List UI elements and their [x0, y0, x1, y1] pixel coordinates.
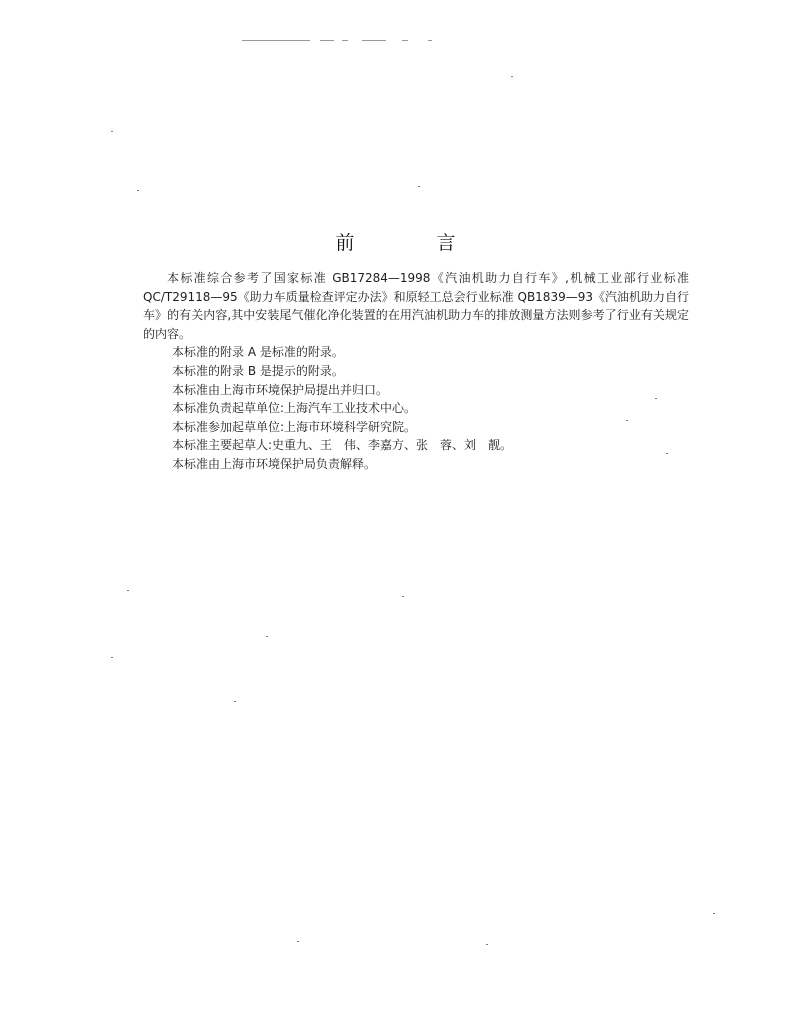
scan-speck	[626, 420, 628, 421]
scan-speck	[234, 701, 236, 702]
scan-speck	[111, 657, 113, 658]
scan-speck	[137, 190, 139, 191]
scan-speck	[402, 596, 404, 597]
scan-speck	[713, 913, 715, 914]
text-line-appendix-a: 本标准的附录 A 是标准的附录。	[172, 345, 344, 360]
scan-speck	[418, 186, 420, 187]
text-line-appendix-b: 本标准的附录 B 是提示的附录。	[172, 363, 344, 378]
text-line-main-drafters: 本标准主要起草人:史重九、王 伟、李嘉方、张 蓉、刘 靓。	[172, 438, 513, 453]
scan-speck	[297, 941, 299, 942]
text-line-participating-unit: 本标准参加起草单位:上海市环境科学研究院。	[172, 419, 417, 434]
text-line-proposer: 本标准由上海市环境保护局提出并归口。	[172, 382, 389, 397]
scan-speck	[486, 944, 488, 945]
text-line-interpretation: 本标准由上海市环境保护局负责解释。	[172, 456, 377, 471]
intro-paragraph: 本标准综合参考了国家标准 GB17284—1998《汽油机助力自行车》,机械工业部行业标准 QC/T29118—95《助力车质量检查评定办法》和原轻工总会行业标准 QB1839—93《汽油机助力自行车》的有关内容,其中安装尾气催化净化装置的在用汽油机助力车的排放测量方法则参考了行业有关规定的内容。	[143, 271, 689, 341]
page-title: 前 言	[335, 232, 494, 254]
scan-speck	[655, 398, 657, 399]
scan-speck	[266, 636, 268, 637]
scan-speck	[111, 131, 113, 132]
header-scan-marks	[242, 40, 442, 43]
body-text	[143, 269, 689, 474]
scan-speck	[127, 590, 129, 591]
text-line-drafting-unit: 本标准负责起草单位:上海汽车工业技术中心。	[172, 401, 417, 416]
scan-speck	[666, 453, 668, 454]
scan-speck	[511, 76, 513, 77]
